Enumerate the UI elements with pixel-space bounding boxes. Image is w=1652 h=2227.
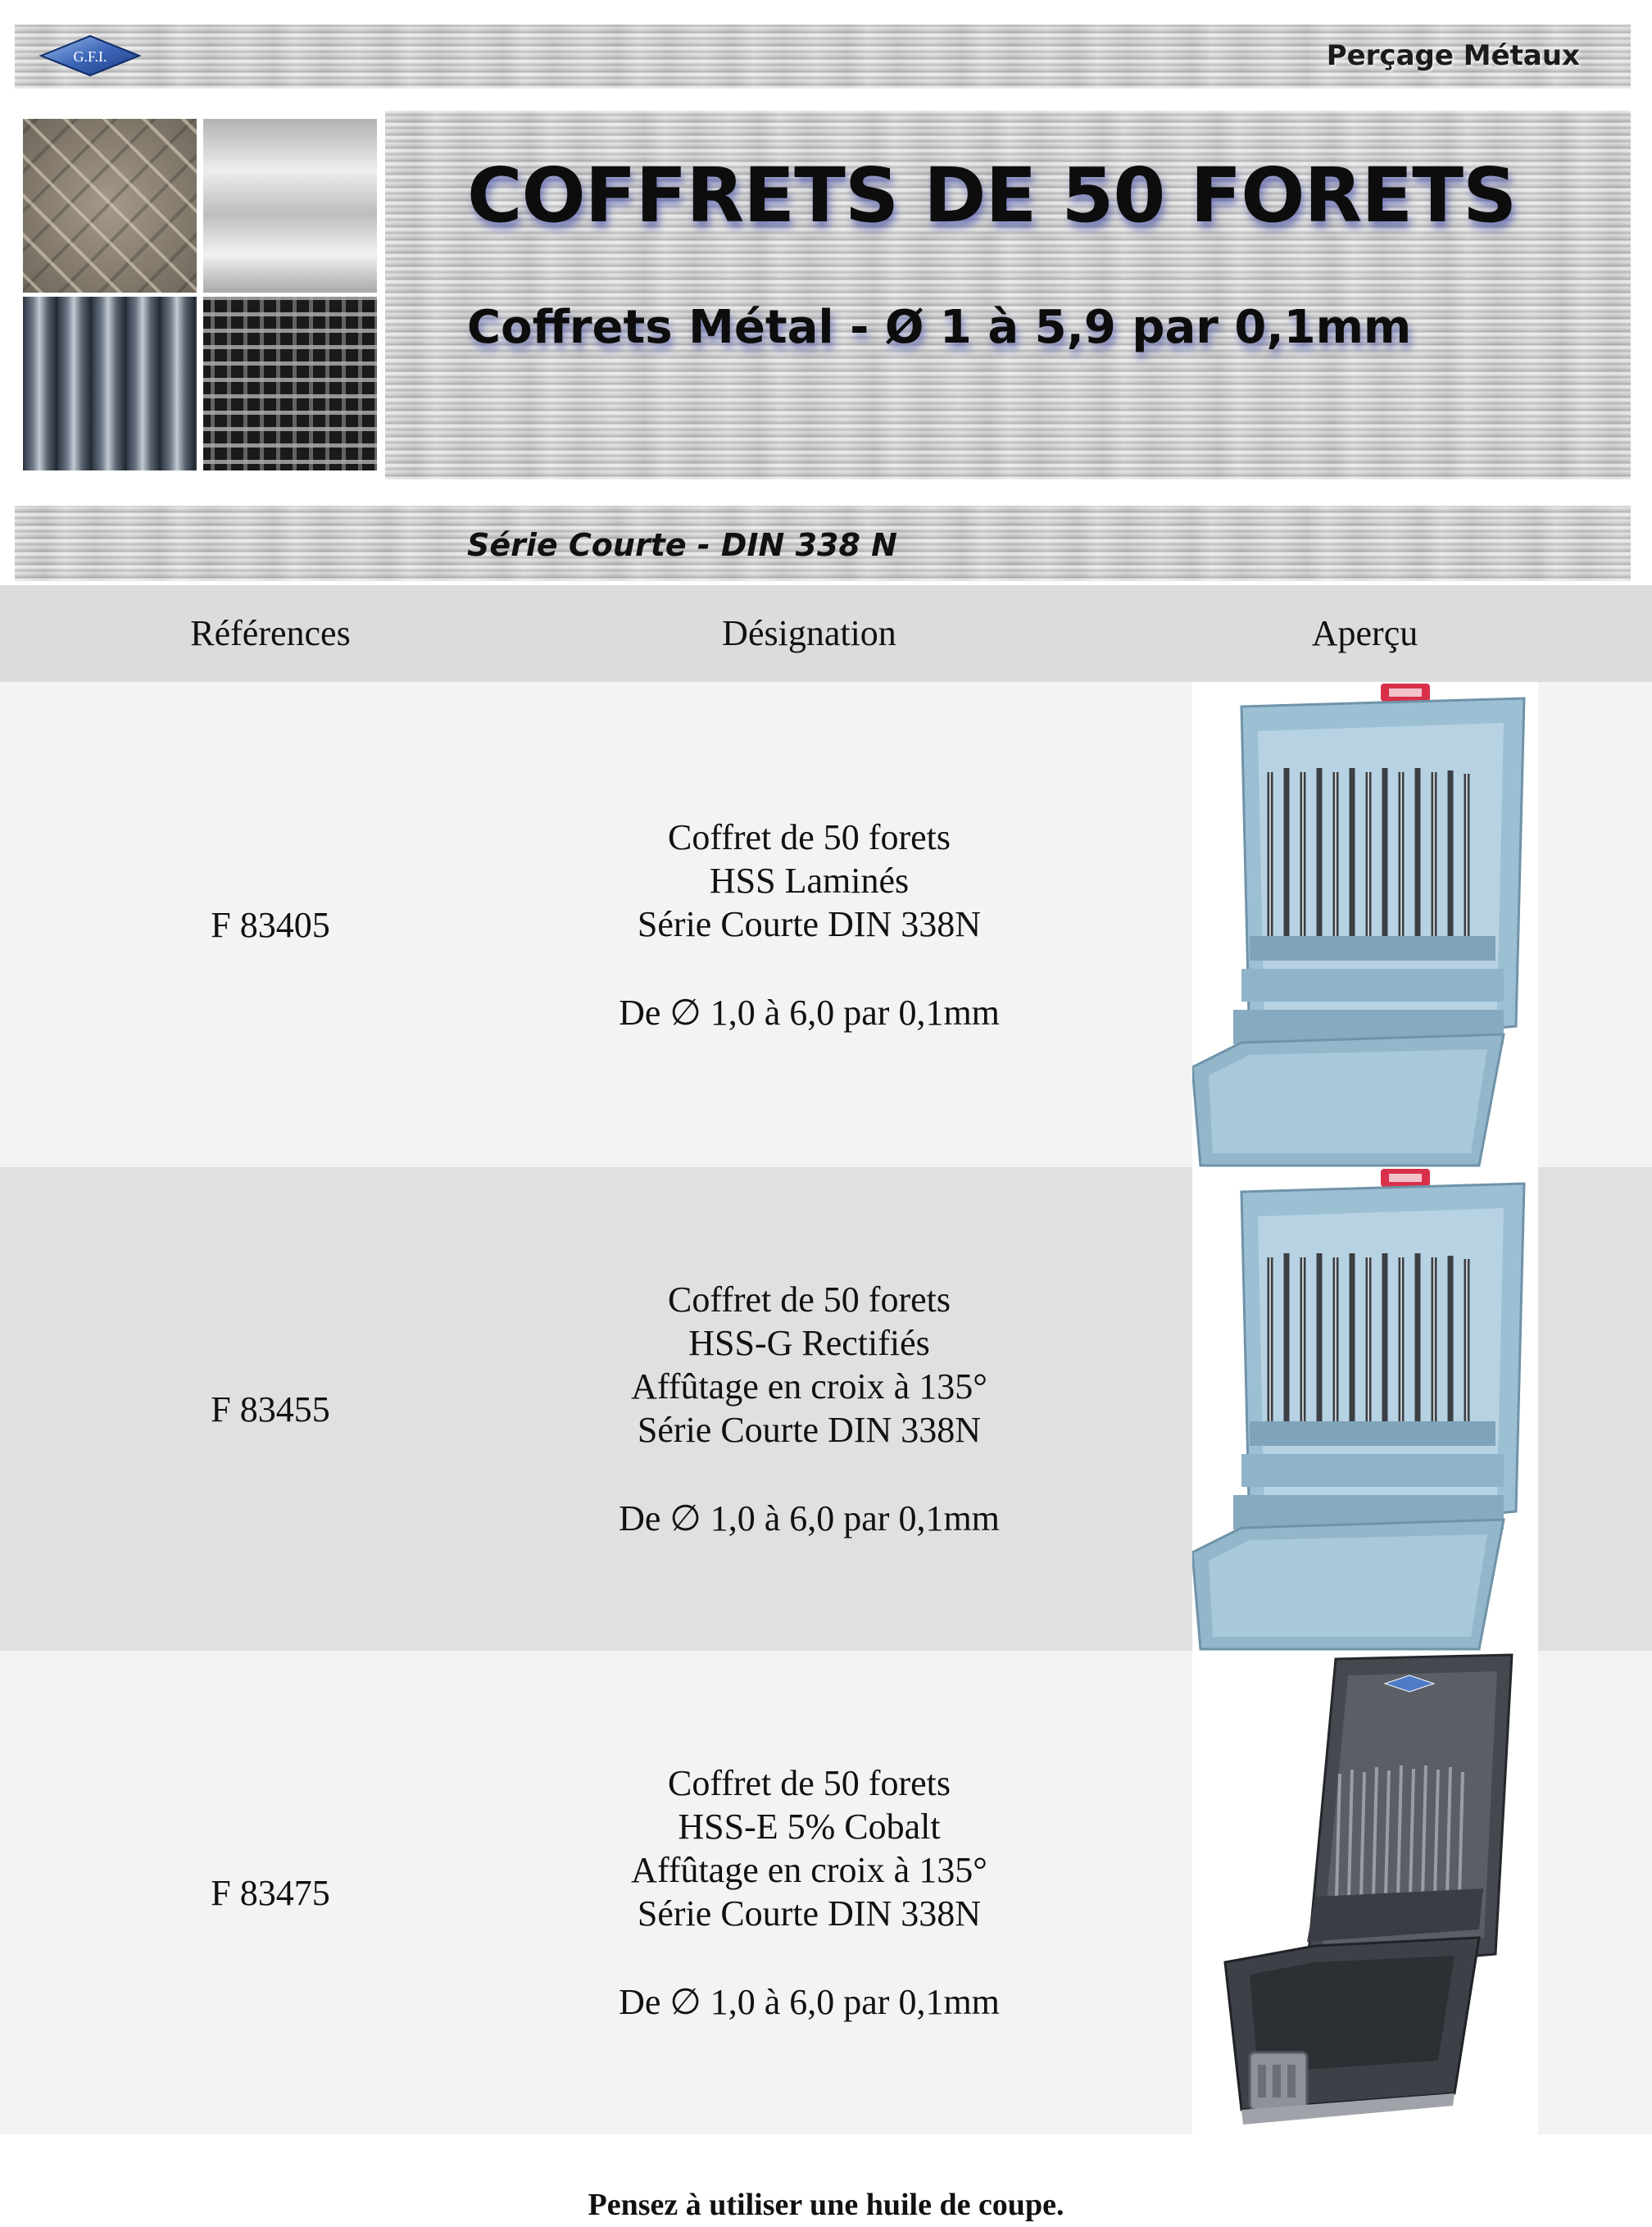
designation-line: Coffret de 50 forets bbox=[668, 1763, 951, 1803]
product-image bbox=[1192, 1167, 1538, 1651]
table-header bbox=[0, 585, 1652, 682]
designation-line: HSS-G Rectifiés bbox=[688, 1323, 930, 1363]
designation-line: HSS-E 5% Cobalt bbox=[678, 1807, 941, 1847]
designation-line: Affûtage en croix à 135° bbox=[631, 1366, 987, 1407]
header-references: Références bbox=[190, 613, 351, 653]
brushed-steel-swatch bbox=[203, 119, 377, 293]
diameter-range: De ∅ 1,0 à 6,0 par 0,1mm bbox=[619, 1498, 1000, 1538]
designation-line: Série Courte DIN 338N bbox=[637, 1893, 982, 1934]
checker-plate-swatch bbox=[23, 119, 197, 293]
product-table bbox=[0, 585, 1652, 2134]
designation-cell bbox=[541, 682, 1078, 1167]
logo-text: G.F.I. bbox=[73, 48, 107, 65]
top-header-bar bbox=[15, 25, 1631, 89]
table-row bbox=[0, 682, 1652, 1167]
table-row bbox=[0, 1167, 1652, 1651]
carbon-weave-swatch bbox=[203, 297, 377, 470]
reference-cell: F 83405 bbox=[211, 904, 330, 945]
header-designation: Désignation bbox=[722, 613, 896, 653]
series-label: Série Courte - DIN 338 N bbox=[467, 527, 897, 563]
reference-cell: F 83455 bbox=[211, 1388, 330, 1429]
metal-case-dark-icon bbox=[1192, 1651, 1538, 2134]
gfi-logo-icon bbox=[38, 33, 143, 79]
product-image bbox=[1192, 1651, 1538, 2134]
header-apercu: Aperçu bbox=[1311, 613, 1418, 653]
table-row bbox=[0, 1651, 1652, 2134]
product-image bbox=[1192, 682, 1538, 1167]
designation-line: Affûtage en croix à 135° bbox=[631, 1850, 987, 1890]
page-subtitle: Coffrets Métal - Ø 1 à 5,9 par 0,1mm bbox=[467, 301, 1412, 354]
reference-cell: F 83475 bbox=[211, 1872, 330, 1913]
metal-case-blue-icon bbox=[1192, 682, 1538, 1167]
designation-line: Série Courte DIN 338N bbox=[637, 1410, 982, 1450]
designation-line: Série Courte DIN 338N bbox=[637, 903, 982, 944]
page-title: COFFRETS DE 50 FORETS bbox=[467, 152, 1517, 239]
category-label: Perçage Métaux bbox=[1326, 39, 1580, 72]
designation-line: Coffret de 50 forets bbox=[668, 816, 951, 857]
title-banner bbox=[385, 111, 1631, 479]
designation-line: Coffret de 50 forets bbox=[668, 1279, 951, 1320]
metal-case-blue-icon bbox=[1192, 1167, 1538, 1651]
diameter-range: De ∅ 1,0 à 6,0 par 0,1mm bbox=[619, 992, 1000, 1033]
series-bar bbox=[15, 506, 1631, 581]
designation-cell bbox=[541, 1651, 1078, 2134]
designation-cell bbox=[541, 1167, 1078, 1651]
diameter-range: De ∅ 1,0 à 6,0 par 0,1mm bbox=[619, 1982, 1000, 2022]
footer-note: Pensez à utiliser une huile de coupe. bbox=[588, 2188, 1064, 2222]
polished-steel-swatch bbox=[23, 297, 197, 470]
designation-line: HSS Laminés bbox=[709, 860, 910, 901]
